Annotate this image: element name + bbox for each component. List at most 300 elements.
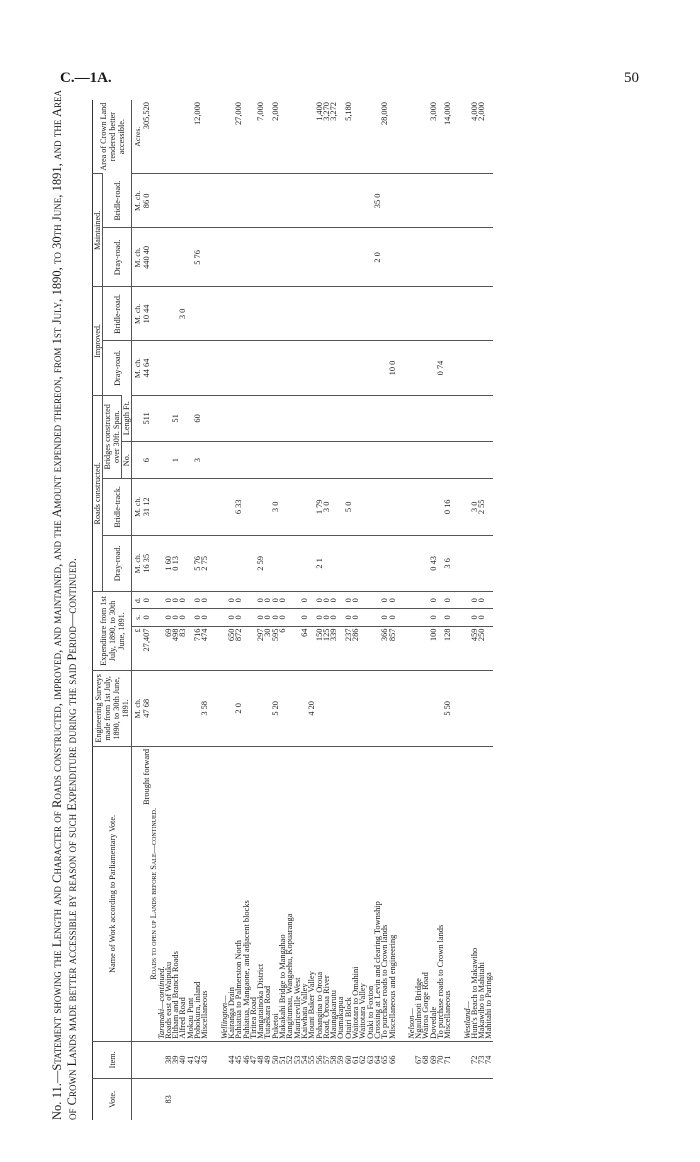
bridges-length-cell — [286, 395, 293, 442]
vote-number — [415, 1078, 422, 1120]
bridges-no-cell — [444, 442, 451, 479]
maintained-dray-cell — [294, 228, 301, 287]
work-name: To purchase roads to Crown lands — [381, 746, 388, 1041]
unit-pence: d. — [132, 592, 144, 609]
unit-improved-bridle: M. ch. — [132, 287, 144, 341]
improved-bridle-cell — [286, 287, 293, 341]
bridges-no-cell: 3 — [194, 442, 201, 479]
area-cell — [172, 100, 179, 174]
maintained-dray-cell — [172, 228, 179, 287]
work-name: Otamakapua — [337, 746, 344, 1041]
vote-number — [367, 1078, 374, 1120]
vote-number — [485, 1078, 492, 1120]
improved-bridle-cell — [243, 287, 250, 341]
improved-dray-cell — [478, 341, 485, 395]
area-cell — [389, 100, 396, 174]
surveys-cell: 5 20 — [272, 670, 279, 746]
improved-bridle-cell — [228, 287, 235, 341]
maintained-bridle-cell — [264, 174, 271, 228]
maintained-dray-cell — [430, 228, 437, 287]
improved-bridle-cell — [308, 287, 315, 341]
table-row — [478, 100, 485, 1120]
table-row — [485, 100, 492, 1120]
improved-dray-cell — [323, 341, 330, 395]
roads-statement-table — [92, 100, 493, 1120]
maintained-dray-cell — [165, 228, 172, 287]
exp-shillings-cell: 0 — [381, 609, 388, 626]
area-cell — [367, 100, 374, 174]
maintained-dray-cell — [179, 228, 186, 287]
bridle-track-cell — [172, 479, 179, 536]
exp-shillings-cell: 0 — [201, 609, 208, 626]
improved-bridle-cell — [194, 287, 201, 341]
surveys-cell: 2 0 — [235, 670, 242, 746]
bridle-track-cell: 6 33 — [235, 479, 242, 536]
vote-number — [286, 1078, 293, 1120]
bridges-no-cell — [294, 442, 301, 479]
surveys-cell — [323, 670, 330, 746]
vote-number — [243, 1078, 250, 1120]
dray-road-cell: 0 13 — [172, 535, 179, 592]
table-row — [179, 100, 186, 1120]
exp-pence-cell: 0 — [301, 592, 308, 609]
bridle-track-cell — [250, 479, 257, 536]
improved-dray-cell — [485, 341, 492, 395]
improved-dray-cell — [264, 341, 271, 395]
table-row — [389, 100, 396, 1120]
maintained-bridle-cell — [257, 174, 264, 228]
maintained-bridle-cell — [272, 174, 279, 228]
exp-pounds-cell: 872 — [235, 626, 242, 670]
improved-bridle-cell — [294, 287, 301, 341]
item-number: 58 — [330, 1041, 337, 1078]
dray-road-cell — [381, 535, 388, 592]
dray-road-cell — [323, 535, 330, 592]
dray-road-cell: 2 1 — [316, 535, 323, 592]
bf-improved-bridle: 10 44 — [143, 287, 150, 341]
vote-number: 83 — [165, 1078, 172, 1120]
vote-number — [430, 1078, 437, 1120]
dray-road-cell — [352, 535, 359, 592]
unit-area: Acres. — [133, 126, 142, 147]
exp-pounds-cell: 64 — [301, 626, 308, 670]
maintained-dray-cell — [323, 228, 330, 287]
work-name: Mauriceville West — [294, 746, 301, 1041]
surveys-cell — [422, 670, 429, 746]
exp-shillings-cell: 0 — [352, 609, 359, 626]
work-name: Puketoi — [272, 746, 279, 1041]
bridle-track-cell — [179, 479, 186, 536]
exp-pounds-cell: 100 — [430, 626, 437, 670]
vote-number — [308, 1078, 315, 1120]
item-number: 73 — [478, 1041, 485, 1078]
improved-dray-cell — [272, 341, 279, 395]
exp-pence-cell: 0 — [279, 592, 286, 609]
exp-shillings-cell: 0 — [172, 609, 179, 626]
bridges-no-cell — [437, 442, 444, 479]
bridges-no-cell — [422, 442, 429, 479]
surveys-cell — [187, 670, 194, 746]
group-heading: Westland— — [452, 746, 471, 1041]
unit-dray: M. ch. — [132, 535, 144, 592]
bridges-length-cell — [345, 395, 352, 442]
unit-pounds: £ — [132, 626, 144, 670]
exp-shillings-cell: 0 — [257, 609, 264, 626]
bf-maintained-bridle: 86 0 — [143, 174, 150, 228]
item-number: 74 — [485, 1041, 492, 1078]
area-cell: 7,000 — [256, 102, 266, 121]
improved-bridle-cell — [330, 287, 337, 341]
rotated-page-content — [50, 90, 660, 1120]
bridle-track-cell — [201, 479, 208, 536]
bridges-no-cell — [243, 442, 250, 479]
dray-road-cell — [264, 535, 271, 592]
work-name: Alfred Road — [179, 746, 186, 1041]
col-maintained: Maintained. — [93, 174, 103, 287]
item-number: 52 — [286, 1041, 293, 1078]
table-row — [422, 100, 429, 1120]
dray-road-cell — [345, 535, 352, 592]
maintained-bridle-cell — [330, 174, 337, 228]
bf-improved-dray: 44 64 — [143, 341, 150, 395]
work-name: Crossing at Levin and clearing Township — [374, 746, 381, 1041]
dray-road-cell — [279, 535, 286, 592]
vote-number — [337, 1078, 344, 1120]
exp-pence-cell: 0 — [228, 592, 235, 609]
bridges-length-cell — [323, 395, 330, 442]
improved-bridle-cell — [381, 287, 388, 341]
work-name: Eltham and Branch Roads — [172, 746, 179, 1041]
col-improved-dray: Dray-road. — [103, 341, 132, 395]
improved-bridle-cell — [374, 287, 381, 341]
dray-road-cell — [367, 535, 374, 592]
improved-dray-cell: 0 74 — [437, 341, 444, 395]
vote-number — [257, 1078, 264, 1120]
work-name: Dovedale — [430, 746, 437, 1041]
exp-pence-cell: 0 — [165, 592, 172, 609]
bridle-track-cell — [194, 479, 201, 536]
vote-number — [272, 1078, 279, 1120]
bridges-no-cell — [359, 442, 366, 479]
exp-pounds-cell: 297 — [257, 626, 264, 670]
maintained-dray-cell — [352, 228, 359, 287]
vote-number — [374, 1078, 381, 1120]
surveys-cell — [316, 670, 323, 746]
col-bridges-no: No. — [122, 442, 132, 479]
item-number: 48 — [257, 1041, 264, 1078]
exp-shillings-cell — [243, 609, 250, 626]
work-name: Pahiatua, Mangaone, and adjacent blocks — [243, 746, 250, 1041]
improved-bridle-cell — [352, 287, 359, 341]
exp-pence-cell: 0 — [471, 592, 478, 609]
item-number: 49 — [264, 1041, 271, 1078]
bridges-length-cell — [235, 395, 242, 442]
dray-road-cell — [235, 535, 242, 592]
bridle-track-cell: 3 0 — [272, 479, 279, 536]
exp-shillings-cell: 0 — [272, 609, 279, 626]
improved-bridle-cell — [279, 287, 286, 341]
exp-shillings-cell: 0 — [228, 609, 235, 626]
bridges-no-cell — [279, 442, 286, 479]
improved-bridle-cell — [444, 287, 451, 341]
bridges-length-cell — [279, 395, 286, 442]
exp-pence-cell: 0 — [345, 592, 352, 609]
brought-forward-label: Brought forward — [143, 746, 150, 1041]
bridle-track-cell — [301, 479, 308, 536]
table-row — [337, 100, 344, 1120]
bridges-length-cell — [201, 395, 208, 442]
exp-pounds-cell — [286, 626, 293, 670]
exp-pounds-cell: 474 — [201, 626, 208, 670]
bridges-length-cell — [352, 395, 359, 442]
work-name: Tiritea Road — [250, 746, 257, 1041]
bridges-length-cell — [422, 395, 429, 442]
bridges-length-cell — [485, 395, 492, 442]
vote-number — [201, 1078, 208, 1120]
exp-pence-cell — [359, 592, 366, 609]
maintained-bridle-cell — [187, 174, 194, 228]
bridges-no-cell — [308, 442, 315, 479]
maintained-bridle-cell — [389, 174, 396, 228]
surveys-cell — [172, 670, 179, 746]
maintained-bridle-cell — [235, 174, 242, 228]
improved-dray-cell — [352, 341, 359, 395]
exp-shillings-cell — [485, 609, 492, 626]
unit-maintained-bridle: M. ch. — [132, 174, 144, 228]
item-number: 44 — [228, 1041, 235, 1078]
table-row — [243, 100, 250, 1120]
bridle-track-cell — [389, 479, 396, 536]
maintained-dray-cell — [286, 228, 293, 287]
improved-dray-cell — [294, 341, 301, 395]
item-number: 38 — [165, 1041, 172, 1078]
surveys-cell — [485, 670, 492, 746]
work-name: Ngaulmoti Bridge — [415, 746, 422, 1041]
col-expenditure: Expenditure from 1st July, 1890, to 30th June, 1891. — [93, 592, 132, 671]
dray-road-cell: 1 60 — [165, 535, 172, 592]
maintained-dray-cell — [381, 228, 388, 287]
table-body — [132, 100, 493, 1120]
area-cell — [165, 100, 172, 174]
maintained-bridle-cell — [228, 174, 235, 228]
bridle-track-cell — [367, 479, 374, 536]
exp-pence-cell: 0 — [478, 592, 485, 609]
table-row — [444, 100, 451, 1120]
table-row — [437, 100, 444, 1120]
maintained-bridle-cell — [316, 174, 323, 228]
maintained-bridle-cell — [243, 174, 250, 228]
bridges-length-cell — [471, 395, 478, 442]
item-number: 71 — [444, 1041, 451, 1078]
exp-pence-cell: 0 — [264, 592, 271, 609]
bridges-length-cell — [316, 395, 323, 442]
bridges-length-cell — [367, 395, 374, 442]
exp-shillings-cell: 0 — [264, 609, 271, 626]
surveys-cell — [286, 670, 293, 746]
exp-pence-cell: 0 — [381, 592, 388, 609]
unit-improved-dray: M. ch. — [132, 341, 144, 395]
item-number: 41 — [187, 1041, 194, 1078]
item-number: 42 — [194, 1041, 201, 1078]
bf-dray: 16 35 — [143, 535, 150, 592]
item-number: 50 — [272, 1041, 279, 1078]
exp-pence-cell: 0 — [201, 592, 208, 609]
vote-number — [437, 1078, 444, 1120]
item-number: 63 — [367, 1041, 374, 1078]
bridges-no-cell — [389, 442, 396, 479]
unit-surveys: M. ch. — [132, 670, 144, 746]
improved-dray-cell — [165, 341, 172, 395]
exp-pounds-cell: 857 — [389, 626, 396, 670]
work-name: Maungakarutu — [330, 746, 337, 1041]
area-cell: 3,000 — [428, 102, 438, 121]
bridges-length-cell — [294, 395, 301, 442]
surveys-cell: 4 20 — [308, 670, 315, 746]
maintained-bridle-cell — [294, 174, 301, 228]
item-number: 43 — [201, 1041, 208, 1078]
exp-shillings-cell: 0 — [179, 609, 186, 626]
exp-pounds-cell: 459 — [471, 626, 478, 670]
vote-number — [172, 1078, 179, 1120]
exp-shillings-cell: 0 — [235, 609, 242, 626]
bridle-track-cell — [279, 479, 286, 536]
area-cell — [415, 100, 422, 174]
improved-dray-cell — [359, 341, 366, 395]
improved-dray-cell — [235, 341, 242, 395]
exp-pounds-cell: 366 — [381, 626, 388, 670]
surveys-cell — [415, 670, 422, 746]
bridges-length-cell — [264, 395, 271, 442]
improved-bridle-cell — [485, 287, 492, 341]
item-number: 56 — [316, 1041, 323, 1078]
maintained-bridle-cell — [165, 174, 172, 228]
col-maintained-bridle: Bridle-road. — [103, 174, 132, 228]
area-cell: 2,000 — [270, 102, 280, 121]
bridle-track-cell: 1 79 — [316, 479, 323, 536]
area-cell: 5,180 — [343, 102, 353, 121]
area-cell — [485, 100, 492, 174]
dray-road-cell — [286, 535, 293, 592]
dray-road-cell: 5 76 — [194, 535, 201, 592]
bridle-track-cell — [430, 479, 437, 536]
area-cell — [301, 100, 308, 174]
dray-road-cell — [359, 535, 366, 592]
dray-road-cell — [485, 535, 492, 592]
improved-bridle-cell — [437, 287, 444, 341]
bridges-no-cell — [228, 442, 235, 479]
exp-shillings-cell: 0 — [323, 609, 330, 626]
item-number: 54 — [301, 1041, 308, 1078]
group-heading: Nelson— — [396, 746, 415, 1041]
work-name: Pohokura, inland — [194, 746, 201, 1041]
improved-bridle-cell — [471, 287, 478, 341]
maintained-dray-cell — [422, 228, 429, 287]
bridges-no-cell — [272, 442, 279, 479]
maintained-bridle-cell — [359, 174, 366, 228]
item-number: 60 — [345, 1041, 352, 1078]
maintained-dray-cell — [272, 228, 279, 287]
work-name: Miscellaneous — [444, 746, 451, 1041]
vote-number — [330, 1078, 337, 1120]
table-row — [264, 100, 271, 1120]
maintained-dray-cell — [243, 228, 250, 287]
improved-dray-cell — [422, 341, 429, 395]
dray-road-cell — [228, 535, 235, 592]
vote-number — [389, 1078, 396, 1120]
bridges-no-cell — [471, 442, 478, 479]
surveys-cell — [243, 670, 250, 746]
improved-dray-cell — [337, 341, 344, 395]
dray-road-cell — [330, 535, 337, 592]
bridges-no-cell — [330, 442, 337, 479]
maintained-bridle-cell — [279, 174, 286, 228]
work-name: Mangatainoka District — [257, 746, 264, 1041]
exp-pence-cell: 0 — [430, 592, 437, 609]
bridges-no-cell — [235, 442, 242, 479]
improved-bridle-cell — [415, 287, 422, 341]
bridges-no-cell — [257, 442, 264, 479]
maintained-bridle-cell — [478, 174, 485, 228]
col-improved-bridle: Bridle-road. — [103, 287, 132, 341]
col-bridle-track: Bridle-track. — [103, 479, 132, 536]
area-cell — [359, 100, 366, 174]
improved-dray-cell — [228, 341, 235, 395]
area-cell: 3,272 — [329, 102, 339, 121]
maintained-bridle-cell — [301, 174, 308, 228]
improved-dray-cell — [243, 341, 250, 395]
exp-shillings-cell: 0 — [279, 609, 286, 626]
exp-pounds-cell: 716 — [194, 626, 201, 670]
exp-pounds-cell: 237 — [345, 626, 352, 670]
exp-shillings-cell: 0 — [330, 609, 337, 626]
item-number: 70 — [437, 1041, 444, 1078]
table-row — [352, 100, 359, 1120]
item-number: 55 — [308, 1041, 315, 1078]
col-area: Area of Crown Land rendered better accessible. — [93, 100, 132, 174]
bf-surveys: 47 68 — [143, 670, 150, 746]
table-row — [194, 100, 201, 1120]
surveys-cell — [279, 670, 286, 746]
item-number: 47 — [250, 1041, 257, 1078]
work-name: Miscellaneous and engineering — [389, 746, 396, 1041]
surveys-cell — [179, 670, 186, 746]
item-number: 68 — [422, 1041, 429, 1078]
improved-dray-cell — [316, 341, 323, 395]
improved-bridle-cell — [323, 287, 330, 341]
bridges-no-cell — [367, 442, 374, 479]
improved-bridle-cell — [478, 287, 485, 341]
area-cell — [352, 100, 359, 174]
table-row — [294, 100, 301, 1120]
improved-dray-cell — [415, 341, 422, 395]
area-cell — [179, 100, 186, 174]
improved-dray-cell — [471, 341, 478, 395]
dray-road-cell — [272, 535, 279, 592]
surveys-cell — [330, 670, 337, 746]
bridges-length-cell — [437, 395, 444, 442]
item-number: 46 — [243, 1041, 250, 1078]
bf-area: 305,520 — [142, 102, 151, 130]
col-name: Name of Work according to Parliamentary Vote. — [93, 746, 132, 1041]
bridle-track-cell: 2 55 — [478, 479, 485, 536]
dray-road-cell — [337, 535, 344, 592]
area-cell: 3,270 — [321, 102, 331, 121]
surveys-cell — [478, 670, 485, 746]
bridges-no-cell — [337, 442, 344, 479]
bridges-length-cell — [243, 395, 250, 442]
maintained-bridle-cell — [415, 174, 422, 228]
dray-road-cell — [294, 535, 301, 592]
